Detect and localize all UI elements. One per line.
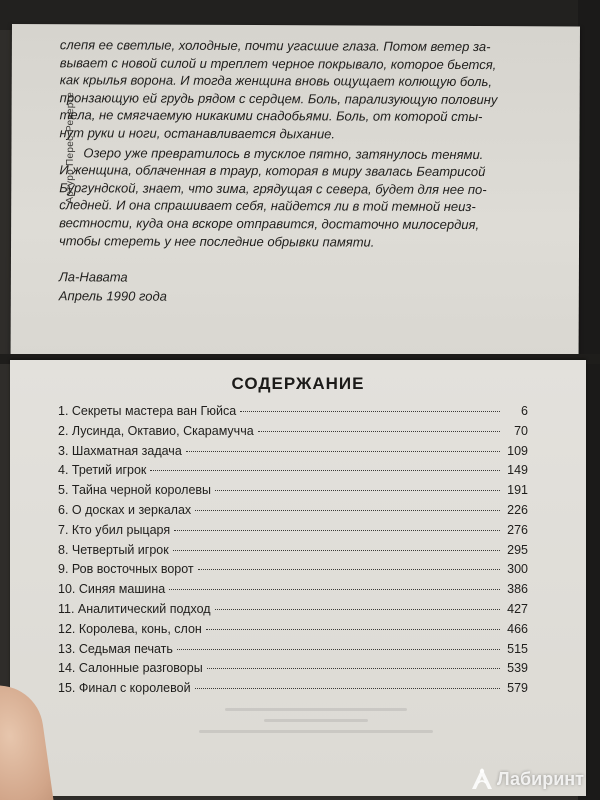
text-line: Бургундской, знает, что зима, грядущая с севера, будет для нее по-	[59, 179, 487, 197]
toc-entry-page: 109	[507, 443, 528, 458]
toc-title: СОДЕРЖАНИЕ	[231, 374, 365, 393]
toc-entry-page: 579	[507, 681, 528, 696]
toc-entry-label: 15. Финал с королевой	[58, 681, 191, 696]
leader-dots	[195, 688, 500, 689]
toc-entry	[58, 681, 528, 701]
toc-entry	[58, 661, 528, 681]
lower-book-page	[10, 360, 586, 796]
toc-entry-page: 149	[507, 463, 528, 478]
toc-entry-label: 8. Четвертый игрок	[58, 542, 169, 557]
toc-entry-page: 295	[507, 542, 528, 557]
leader-dots	[258, 431, 500, 432]
text-line: тела, не смягчаемую никакими снадобьями. Боль, от которой сты-	[59, 107, 483, 125]
labirint-watermark	[469, 766, 584, 792]
leader-dots	[173, 550, 500, 551]
leader-dots	[207, 668, 500, 669]
toc-entry	[58, 463, 528, 483]
toc-entry	[58, 543, 528, 563]
signature-date: Апрель 1990 года	[58, 288, 167, 304]
show-through-text	[186, 700, 446, 770]
toc-entry	[58, 483, 528, 503]
watermark-text: Лабиринт	[496, 768, 584, 789]
text-line: вывает с новой силой и треплет черное покрывало, которое бьется,	[59, 54, 497, 72]
toc-entry	[58, 523, 528, 543]
toc-entry-page: 300	[507, 562, 528, 577]
toc-entry-label: 3. Шахматная задача	[58, 443, 182, 458]
toc-entry-page: 191	[507, 483, 528, 498]
toc-entry-label: 10. Синяя машина	[58, 582, 166, 597]
toc-entry-label: 11. Аналитический подход	[58, 601, 211, 616]
toc-entry	[58, 602, 528, 622]
text-line: как крылья ворона. И тогда женщина вновь ощущает колющую боль,	[59, 72, 493, 90]
toc-entry-label: 7. Кто убил рыцаря	[58, 522, 171, 537]
paragraph-2	[59, 144, 569, 252]
toc-entry	[58, 503, 528, 523]
leader-dots	[215, 490, 500, 491]
toc-entry	[58, 444, 528, 464]
text-line: следней. И она спрашивает себя, найдется ли в той темной неиз-	[59, 197, 476, 215]
toc-entry-page: 226	[507, 502, 528, 517]
text-line: пронзающую ей грудь рядом с сердцем. Боль, парализующую половину	[59, 89, 498, 107]
toc-entry-label: 2. Лусинда, Октавио, Скарамучча	[58, 423, 254, 438]
text-line: нут руки и ноги, останавливается дыхание.	[59, 125, 336, 142]
toc-entry-label: 13. Седьмая печать	[58, 641, 173, 656]
toc-entry	[58, 424, 528, 444]
labirint-logo-icon	[469, 766, 495, 792]
toc-entry-page: 276	[507, 522, 528, 537]
signature-place: Ла-Навата	[58, 269, 128, 285]
text-line: И женщина, облаченная в траур, которая в миру звалась Беатрисой	[59, 162, 486, 180]
leader-dots	[169, 589, 500, 590]
leader-dots	[215, 609, 500, 610]
toc-entry-page: 515	[507, 641, 528, 656]
paragraph-1	[59, 36, 569, 144]
leader-dots	[206, 629, 500, 630]
text-line: слепя ее светлые, холодные, почти угасшие глаза. Потом ветер за-	[59, 37, 491, 55]
text-line: вестности, куда она вскоре отправится, достаточно милосердия,	[59, 215, 480, 232]
leader-dots	[198, 569, 500, 570]
toc-entry-page: 70	[514, 423, 528, 438]
toc-entry-label: 1. Секреты мастера ван Гюйса	[58, 404, 237, 418]
toc-entry-page: 386	[507, 582, 528, 597]
running-head-author: Артуро Перес-Реверте	[64, 91, 77, 204]
toc-entry	[58, 562, 528, 582]
toc-entry	[58, 404, 528, 424]
toc-entry-page: 466	[507, 621, 528, 636]
toc-list	[58, 404, 528, 701]
toc-entry-page: 539	[507, 661, 528, 676]
toc-entry-label: 9. Ров восточных ворот	[58, 562, 194, 577]
leader-dots	[150, 470, 500, 471]
toc-entry-page: 427	[507, 601, 528, 616]
toc-entry-label: 14. Салонные разговоры	[58, 661, 203, 676]
toc-entry-label: 6. О досках и зеркалах	[58, 502, 192, 517]
leader-dots	[177, 649, 500, 650]
upper-book-page	[11, 24, 580, 360]
epilogue-text	[59, 36, 570, 307]
toc-entry	[58, 622, 528, 642]
toc-entry-label: 5. Тайна черной королевы	[58, 483, 212, 498]
toc-entry-label: 12. Королева, конь, слон	[58, 621, 202, 636]
signature-block	[59, 267, 569, 307]
toc-entry-page: 6	[521, 404, 528, 418]
leader-dots	[240, 411, 500, 412]
toc-entry	[58, 642, 528, 662]
toc-entry-label: 4. Третий игрок	[58, 463, 147, 478]
leader-dots	[195, 510, 500, 511]
leader-dots	[186, 451, 500, 452]
text-line: Озеро уже превратилось в тусклое пятно, затянулось тенями.	[83, 144, 484, 162]
leader-dots	[174, 530, 500, 531]
text-line: чтобы стереть у нее последние обрывки памяти.	[59, 232, 375, 250]
toc-entry	[58, 582, 528, 602]
